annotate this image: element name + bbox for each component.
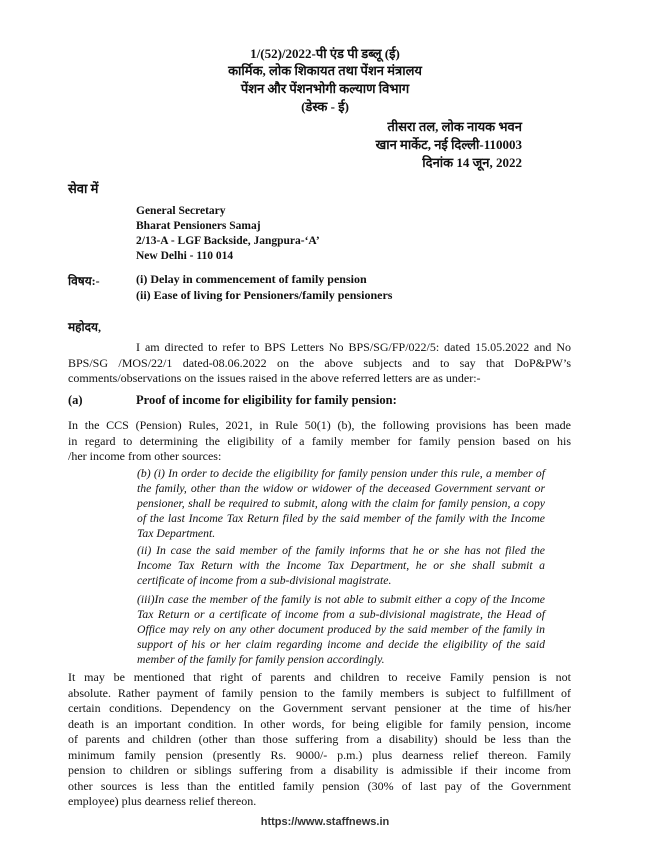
quote-line: Tax Department. [137, 527, 216, 540]
greeting: महोदय, [68, 320, 101, 334]
quote-line: Office may rely on any other document produced by the said member of the family in [137, 623, 545, 636]
closing-line: minimum family pension (presently Rs. 9000/- p.m.) plus dearness relief thereon. Family [68, 747, 571, 762]
rule-quote-b-i [137, 466, 545, 541]
quote-line: pensioner, shall be required to submit, along with the claim for family pension, a copy [137, 497, 545, 510]
rule-quote-iii [137, 592, 545, 667]
intro-line: BPS/SG /MOS/22/1 dated-08.06.2022 on the above subjects and to say that DoP&PW’s [68, 355, 571, 370]
quote-line: Income Tax Return with the Income Tax Department, he or she shall submit a [137, 559, 545, 572]
subject-line1: (i) Delay in commencement of family pension [136, 272, 367, 286]
closing-line: It may be mentioned that right of parents and children to receive Family pension is not [68, 670, 571, 684]
section-a-title: Proof of income for eligibility for family pension: [136, 393, 397, 407]
closing-line: absolute. Rather payment of family pension to the family members is subject to fulfillment of [68, 685, 571, 700]
subject-line2: (ii) Ease of living for Pensioners/family pensioners [136, 288, 393, 302]
recipient-line: New Delhi - 110 014 [136, 250, 234, 262]
letter-date: दिनांक 14 जून, 2022 [422, 155, 522, 170]
recipient-line: Bharat Pensioners Samaj [136, 220, 261, 232]
footer-url[interactable]: https://www.staffnews.in [260, 816, 390, 828]
quote-line: Tax Return or a certificate of income from a sub-divisional magistrate, the Head of [137, 608, 545, 621]
closing-line: of parents and children (other than those suffering from a disability) should be less than the [68, 732, 571, 746]
closing-paragraph [68, 670, 571, 810]
salutation-to: सेवा में [68, 181, 99, 196]
intro-line: comments/observations on the issues raised in the above referred letters are as under:- [68, 371, 481, 385]
closing-line: pension to children or siblings suffering from a disability is admissible if their income from [68, 763, 571, 777]
intro-line: I am directed to refer to BPS Letters No BPS/SG/FP/022/5: dated 15.05.2022 and No [136, 340, 571, 354]
quote-line: (ii) In case the said member of the family informs that he or she has not filed the [137, 544, 545, 557]
rule-line: in regard to determining the eligibility of a family member for family pension based on his [68, 433, 571, 448]
desk-label: (डेस्क - ई) [301, 99, 349, 114]
subject-label: विषय:- [68, 274, 100, 288]
closing-line: other sources is less than the entitled family pension (30% of last pay of the Government [68, 778, 571, 793]
quote-line: certificate of income from a sub-divisional magistrate. [137, 574, 392, 587]
quote-line: of the last Income Tax Return filed by the said member of the family with the Income [137, 512, 545, 525]
quote-line: member of the family for family pension accordingly. [137, 653, 385, 666]
office-address-line1: तीसरा तल, लोक नायक भवन [387, 119, 522, 134]
rule-paragraph [68, 418, 571, 465]
office-address-line2: खान मार्केट, नई दिल्ली-110003 [375, 137, 522, 152]
quote-line: (b) (i) In order to decide the eligibility for family pension under this rule, a member of [137, 467, 545, 480]
intro-paragraph [68, 340, 571, 387]
closing-line: death is an important condition. In other words, for being eligible for family pension, income [68, 716, 571, 731]
department-name: पेंशन और पेंशनभोगी कल्याण विभाग [240, 81, 410, 96]
file-number: 1/(52)/2022-पी एंड पी डब्लू (ई) [250, 46, 400, 61]
ministry-name: कार्मिक, लोक शिकायत तथा पेंशन मंत्रालय [228, 63, 422, 78]
rule-line: In the CCS (Pension) Rules, 2021, in Rule 50(1) (b), the following provisions has been made [68, 418, 571, 432]
rule-quote-ii [137, 543, 545, 588]
section-a-label: (a) [68, 393, 83, 407]
quote-line: the family, other than the widow or widower of the deceased Government servant or [137, 482, 545, 495]
closing-line: employee) plus dearness relief thereon. [68, 794, 257, 808]
recipient-line: General Secretary [136, 205, 226, 217]
quote-line: (iii)In case the member of the family is not able to submit either a copy of the Income [137, 593, 545, 606]
quote-line: support of his or her claim regarding income and decide the eligibility of the said [137, 638, 545, 651]
recipient-line: 2/13-A - LGF Backside, Jangpura-‘A’ [136, 235, 320, 247]
rule-line: /her income from other sources: [68, 449, 222, 463]
closing-line: certain conditions. Dependency on the Government servant pensioner at the time of his/her [68, 701, 571, 715]
